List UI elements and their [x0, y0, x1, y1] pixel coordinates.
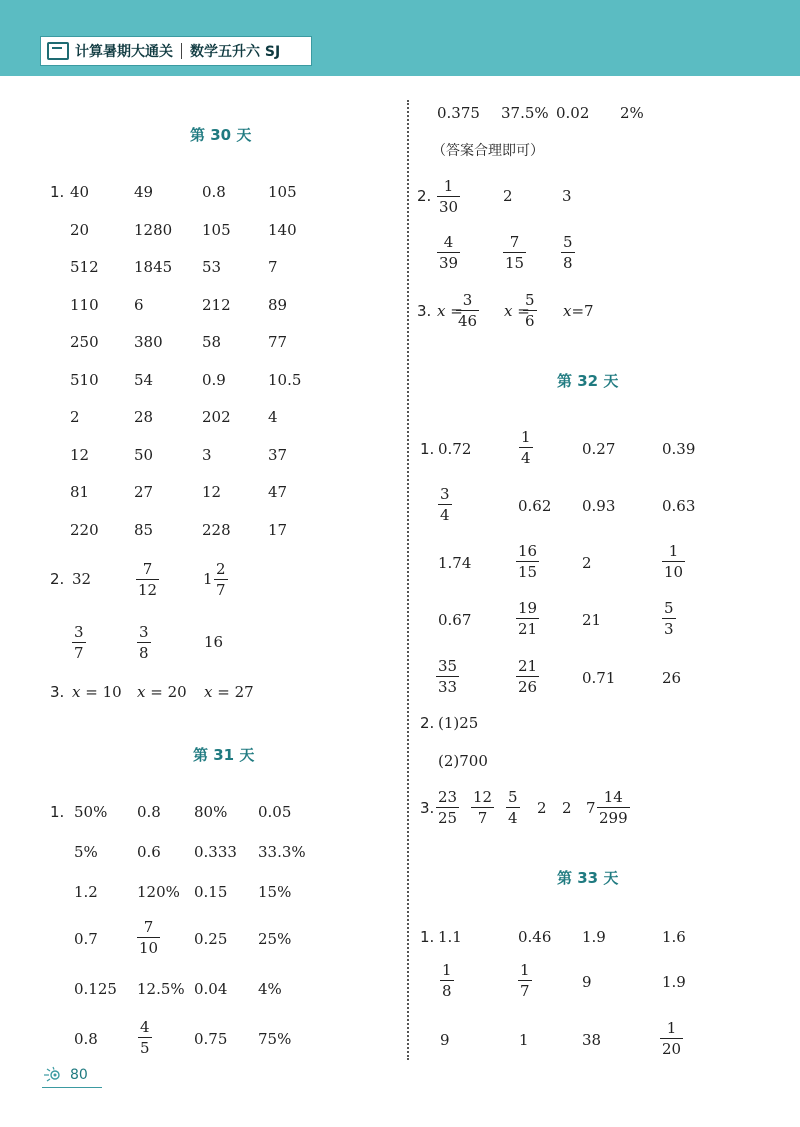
grid-cell: 20: [70, 220, 90, 239]
grid-cell: 10.5: [268, 370, 302, 389]
grid-cell: 105: [268, 183, 297, 201]
grid-cell: 0.05: [258, 803, 292, 821]
grid-cell: 228: [202, 520, 231, 539]
page-number: 80: [70, 1067, 88, 1083]
grid-cell: 6: [134, 295, 144, 314]
fraction: 14 299: [599, 788, 628, 827]
day31-q1-label: 1.: [50, 803, 65, 821]
answer: (2)700: [438, 752, 488, 770]
equation-answer: x=7: [563, 302, 594, 320]
answer: 1.74: [438, 554, 472, 572]
fraction: 5 8: [563, 233, 573, 272]
grid-cell: 37: [268, 445, 288, 464]
mixed-whole: 1: [203, 570, 213, 588]
answer: 25%: [258, 930, 292, 948]
grid-cell: 54: [134, 370, 154, 389]
fraction: 2 7: [216, 560, 226, 599]
grid-cell: 0.8: [137, 803, 161, 821]
fraction: 5 3: [664, 599, 674, 638]
grid-cell: 15%: [258, 883, 292, 901]
day32-title: 第 32 天: [557, 372, 619, 390]
grid-cell: 12: [202, 483, 222, 501]
grid-cell: 0.8: [202, 183, 226, 201]
book-subtitle: 数学五升六 SJ: [190, 44, 281, 60]
answer: 16: [204, 633, 224, 651]
book-title: 计算暑期大通关: [75, 44, 173, 60]
answer: 2: [503, 187, 513, 205]
grid-cell: 202: [202, 408, 231, 426]
equation-answer: x =: [504, 302, 530, 320]
answer: 0.125: [74, 980, 117, 998]
day31-title: 第 31 天: [193, 746, 255, 764]
grid-cell: 7: [268, 258, 278, 276]
right-q2-label: 2.: [417, 187, 432, 205]
answer: 2: [537, 799, 547, 817]
fraction: 3 7: [74, 623, 84, 662]
title-separator: [181, 43, 182, 59]
column-divider: [407, 100, 409, 1060]
grid-cell: 1845: [134, 258, 173, 276]
grid-cell: 80%: [194, 803, 228, 821]
day30-q1-label: 1.: [50, 183, 65, 201]
grid-cell: 49: [134, 183, 154, 201]
grid-cell: 28: [134, 408, 154, 426]
answer: 0.375: [437, 104, 480, 122]
mixed-whole: 7: [586, 799, 596, 817]
grid-cell: 50: [134, 445, 154, 464]
fraction: 21 26: [518, 657, 538, 696]
day32-q1-label: 1.: [420, 440, 435, 458]
grid-cell: 0.15: [194, 883, 228, 901]
answer: 0.72: [438, 440, 472, 458]
grid-cell: 12: [70, 445, 90, 464]
answer: 2: [562, 799, 572, 817]
answer: 12.5%: [137, 980, 185, 998]
answer: 75%: [258, 1030, 292, 1048]
day30-q2-label: 2.: [50, 570, 65, 588]
answer: 21: [582, 611, 602, 629]
answer: 2%: [620, 104, 644, 122]
answer: 3: [562, 187, 572, 205]
equation-answer: x = 27: [204, 683, 254, 701]
sun-swirl-icon: [42, 1066, 64, 1082]
day33-q1-label: 1.: [420, 928, 435, 946]
grid-cell: 33.3%: [258, 843, 306, 861]
grid-cell: 3: [202, 445, 212, 464]
answer: 0.62: [518, 497, 552, 515]
grid-cell: 0.6: [137, 843, 161, 861]
fraction: 5 6: [525, 291, 535, 330]
fraction: 1 7: [520, 961, 530, 1000]
answer: 1: [519, 1031, 529, 1049]
fraction: 1 30: [439, 177, 459, 216]
grid-cell: 105: [202, 220, 231, 239]
header-bar: [0, 0, 800, 76]
answer: 2: [582, 554, 592, 572]
answer: 0.93: [582, 497, 616, 515]
grid-cell: 1.2: [74, 883, 98, 901]
grid-cell: 512: [70, 258, 99, 276]
fraction: 7 12: [138, 560, 158, 599]
grid-cell: 53: [202, 258, 222, 276]
fraction: 35 33: [438, 657, 458, 696]
day30-q3-label: 3.: [50, 683, 65, 701]
footer-rule: [42, 1087, 102, 1088]
grid-cell: 4: [268, 408, 278, 426]
fraction: 12 7: [473, 788, 493, 827]
answer: 0.8: [74, 1030, 98, 1048]
fraction: 3 46: [458, 291, 478, 330]
fraction: 23 25: [438, 788, 458, 827]
grid-cell: 40: [70, 183, 90, 201]
answer: 0.7: [74, 930, 98, 948]
fraction: 7 10: [139, 918, 159, 957]
grid-cell: 0.333: [194, 843, 237, 861]
grid-cell: 2: [70, 408, 80, 426]
header-title-box: [40, 36, 312, 66]
answer: 9: [440, 1031, 450, 1049]
answer: 4%: [258, 980, 282, 998]
fraction: 3 8: [139, 623, 149, 662]
fraction: 3 4: [440, 485, 450, 524]
fraction: 16 15: [518, 542, 538, 581]
grid-cell: 212: [202, 295, 231, 314]
day33-title: 第 33 天: [557, 869, 619, 887]
answer: (1)25: [438, 714, 479, 732]
fraction: 1 10: [664, 542, 684, 581]
grid-cell: 510: [70, 370, 99, 389]
answer: 0.63: [662, 497, 696, 515]
fraction: 1 4: [521, 428, 531, 467]
equation-answer: x = 20: [137, 683, 187, 701]
grid-cell: 0.9: [202, 370, 226, 389]
grid-cell: 140: [268, 220, 297, 239]
fraction: 5 4: [508, 788, 518, 827]
fraction: 1 8: [442, 961, 452, 1000]
grid-cell: 77: [268, 333, 288, 351]
answer: 0.75: [194, 1030, 228, 1048]
answer: 0.39: [662, 440, 696, 458]
answer: 0.25: [194, 930, 228, 948]
answer: 1.1: [438, 928, 462, 946]
answer: 26: [662, 669, 682, 687]
fraction: 7 15: [505, 233, 525, 272]
equation-answer: x = 10: [72, 683, 122, 701]
answer: 0.04: [194, 980, 228, 998]
day32-q3-label: 3.: [420, 799, 435, 817]
grid-cell: 47: [268, 483, 288, 501]
day30-title: 第 30 天: [190, 126, 252, 144]
fraction: 19 21: [518, 599, 538, 638]
grid-cell: 250: [70, 333, 99, 351]
grid-cell: 380: [134, 333, 163, 351]
fraction: 1 20: [662, 1019, 682, 1058]
answer: 37.5%: [501, 104, 549, 122]
fraction: 4 39: [439, 233, 459, 272]
answer: 0.02: [556, 104, 590, 122]
answer: 1.9: [662, 973, 686, 991]
grid-cell: 58: [202, 333, 222, 351]
book-logo-icon: [47, 42, 69, 60]
answer: 0.46: [518, 928, 552, 946]
grid-cell: 120%: [137, 883, 180, 901]
answer: 1.9: [582, 928, 606, 946]
grid-cell: 110: [70, 295, 99, 314]
answer: 0.67: [438, 611, 472, 629]
answer: 0.27: [582, 440, 616, 458]
answer: 9: [582, 973, 592, 991]
grid-cell: 81: [70, 483, 90, 501]
equation-answer: x =: [437, 302, 463, 320]
grid-cell: 17: [268, 520, 288, 539]
grid-cell: 27: [134, 483, 154, 501]
answer: 32: [72, 570, 92, 588]
answer: 38: [582, 1031, 602, 1049]
grid-cell: 1280: [134, 220, 173, 239]
grid-cell: 85: [134, 520, 154, 539]
note: （答案合理即可）: [432, 143, 544, 159]
grid-cell: 220: [70, 520, 99, 539]
answer: 1.6: [662, 928, 686, 946]
grid-cell: 89: [268, 295, 288, 314]
grid-cell: 50%: [74, 803, 108, 821]
grid-cell: 5%: [74, 843, 98, 861]
day32-q2-label: 2.: [420, 714, 435, 732]
right-q3-label: 3.: [417, 302, 432, 320]
fraction: 4 5: [140, 1018, 150, 1057]
answer: 0.71: [582, 669, 616, 687]
